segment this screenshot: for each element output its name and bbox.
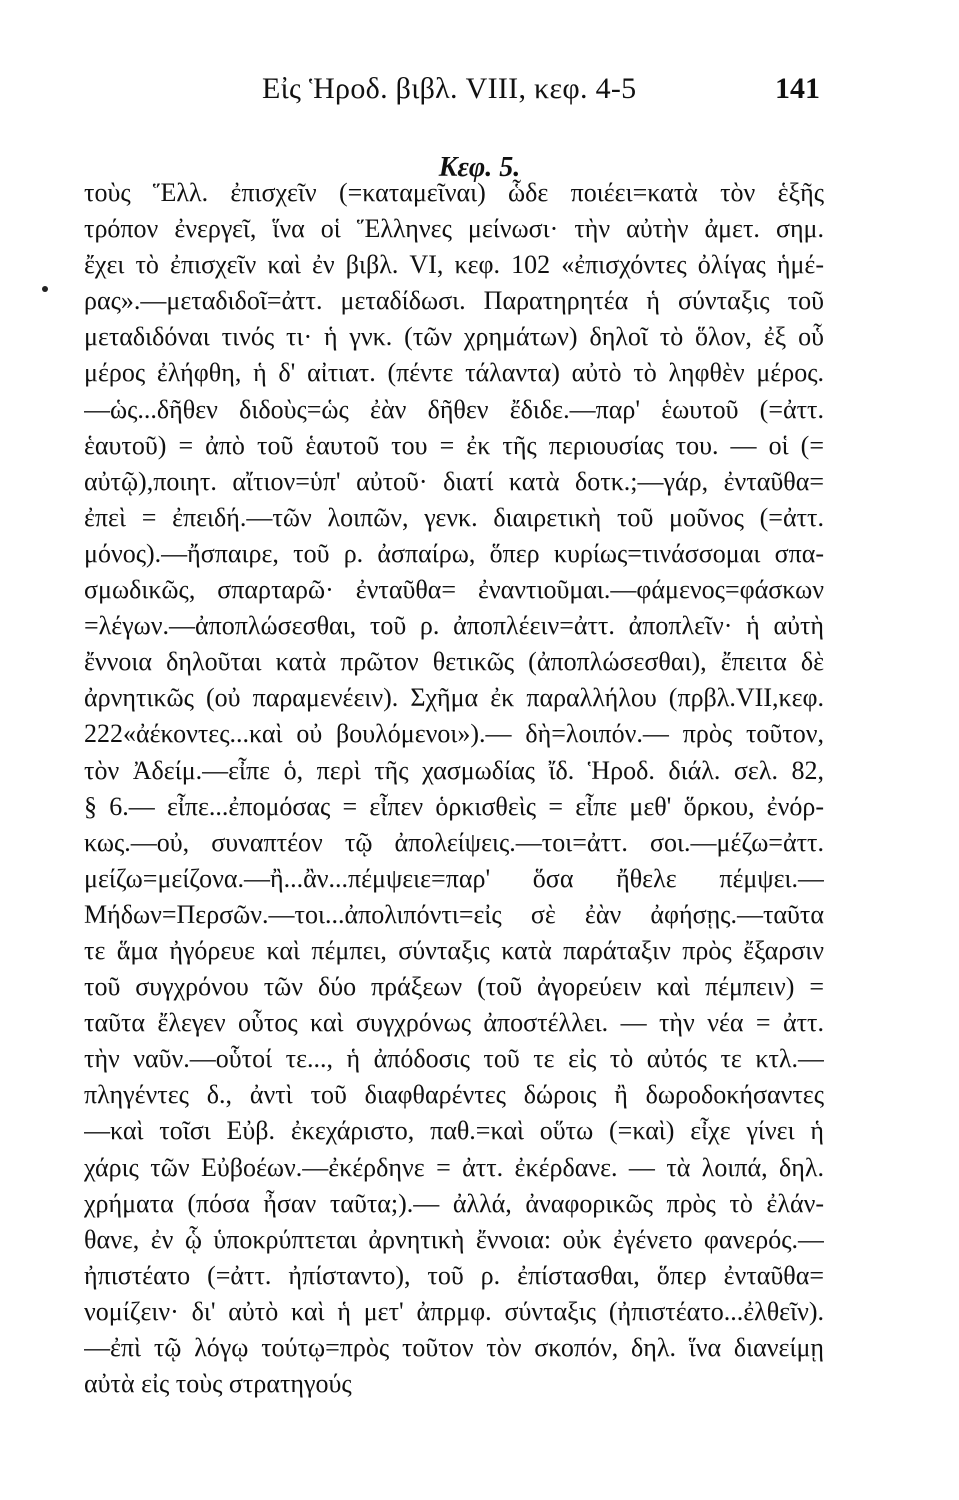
text-line: μόνος).—ἤσπαιρε, τοῦ ρ. ἀσπαίρω, ὅπερ κυρίως=τινάσσομαι σπα- <box>84 538 824 568</box>
text-line: αὐτῷ),ποιητ. αἴτιον=ὑπ' αὐτοῦ· διατί κατὰ δοτκ.;—γάρ, ἐνταῦθα= <box>84 466 824 496</box>
text-line: χάρις τῶν Εὐβοέων.—ἐκέρδηνε = ἀττ. ἐκέρδανε. — τὰ λοιπά, δηλ. <box>84 1152 824 1182</box>
text-line: =λέγων.—ἀποπλώσεσθαι, τοῦ ρ. ἀποπλέειν=ἀττ. ἀποπλεῖν· ἡ αὐτὴ <box>84 611 824 641</box>
commentary-text <box>84 175 824 1402</box>
text-line: —ἐπὶ τῷ λόγῳ τούτῳ=πρὸς τοῦτον τὸν σκοπόν, δηλ. ἵνα διανείμῃ <box>84 1333 824 1362</box>
text-line: 222«ἀέκοντες...καὶ οὐ βουλόμενοι»).— δὴ=λοιπόν.— πρὸς τοῦτον, <box>84 719 824 749</box>
text-line: νομίζειν· δι' αὐτὸ καὶ ἡ μετ' ἀπρμφ. σύνταξις (ἠπιστέατο...ἐλθεῖν). <box>84 1296 824 1326</box>
text-line: § 6.— εἶπε...ἐπομόσας = εἶπεν ὁρκισθεὶς = εἶπε μεθ' ὅρκου, ἐνόρ- <box>84 791 824 821</box>
text-line: χρήματα (πόσα ἦσαν ταῦτα;).— ἀλλά, ἀναφορικῶς πρὸς τὸ ἐλάν- <box>84 1188 824 1218</box>
text-line: κως.—οὐ, συναπτέον τῷ ἀπολείψεις.—τοι=ἀττ. σοι.—μέζω=ἀττ. <box>84 827 824 857</box>
text-line: Μήδων=Περσῶν.—τοι...ἀπολιπόντι=εἰς σὲ ἐὰν ἀφήσῃς.—ταῦτα <box>84 899 824 929</box>
page-header <box>0 72 959 112</box>
text-line: ἔχει τὸ ἐπισχεῖν καὶ ἐν βιβλ. VI, κεφ. 102 «ἐπισχόντες ὀλίγας ἡμέ- <box>84 250 824 280</box>
text-line: τὸν Ἀδείμ.—εἶπε ὁ, περὶ τῆς χασμωδίας ἴδ. Ἡροδ. διάλ. σελ. 82, <box>84 755 824 785</box>
text-line: τρόπον ἐνεργεῖ, ἵνα οἱ Ἕλληνες μείνωσι· τὴν αὐτὴν ἀμετ. σημ. <box>84 214 824 244</box>
text-line: ρας».—μεταδιδοῖ=ἀττ. μεταδίδωσι. Παρατηρητέα ἡ σύνταξις τοῦ <box>84 286 824 316</box>
text-line: —καὶ τοῖσι Εὐβ. ἐκεχάριστο, παθ.=καὶ οὕτω (=καὶ) εἶχε γίνει ἡ <box>84 1116 824 1146</box>
text-line: τὴν ναῦν.—οὗτοί τε..., ἡ ἀπόδοσις τοῦ τε εἰς τὸ αὐτός τε κτλ.— <box>84 1044 824 1074</box>
text-line: σμωδικῶς, σπαρταρῶ· ἐνταῦθα= ἐναντιοῦμαι.—φάμενος=φάσκων <box>84 575 824 605</box>
running-head: Εἰς Ἡροδ. βιβλ. VIII, κεφ. 4-5 <box>262 72 637 105</box>
page-number: 141 <box>775 72 820 105</box>
text-line: τοὺς Ἕλλ. ἐπισχεῖν (=καταμεῖναι) ὧδε ποιέει=κατὰ τὸν ἑξῆς <box>84 178 824 207</box>
text-line: πληγέντες δ., ἀντὶ τοῦ διαφθαρέντες δώροις ἢ δωροδοκήσαντες <box>84 1080 824 1110</box>
text-line: θανε, ἐν ᾧ ὑποκρύπτεται ἀρνητικὴ ἔννοια: οὐκ ἐγένετο φανερός.— <box>84 1224 824 1254</box>
text-line: —ὡς...δῆθεν διδοὺς=ὡς ἐὰν δῆθεν ἔδιδε.—παρ' ἑωυτοῦ (=ἀττ. <box>84 394 824 424</box>
text-line: μέρος ἐλήφθη, ἡ δ' αἰτιατ. (πέντε τάλαντα) αὐτὸ τὸ ληφθὲν μέρος. <box>84 358 824 388</box>
text-line: ἐπεὶ = ἐπειδή.—τῶν λοιπῶν, γενκ. διαιρετικὴ τοῦ μοῦνος (=ἀττ. <box>84 502 824 532</box>
text-line: αὐτὰ εἰς τοὺς στρατηγούς <box>84 1369 352 1399</box>
text-line: ἀρνητικῶς (οὐ παραμενέειν). Σχῆμα ἐκ παραλλήλου (πρβλ.VII,κεφ. <box>84 683 824 713</box>
text-line: ἠπιστέατο (=ἀττ. ἠπίσταντο), τοῦ ρ. ἐπίστασθαι, ὅπερ ἐνταῦθα= <box>84 1260 824 1290</box>
chapter-heading: Κεφ. 5. <box>438 152 521 183</box>
text-line: τοῦ συγχρόνου τῶν δύο πράξεων (τοῦ ἀγορεύειν καὶ πέμπειν) = <box>84 972 824 1002</box>
text-line: ἑαυτοῦ) = ἀπὸ τοῦ ἑαυτοῦ του = ἐκ τῆς περιουσίας του. — οἱ (= <box>84 430 824 460</box>
margin-dot-mark <box>42 286 48 292</box>
text-line: τε ἅμα ἠγόρευε καὶ πέμπει, σύνταξις κατὰ παράταξιν πρὸς ἔξαρσιν <box>84 935 824 965</box>
text-line: μείζω=μείζονα.—ἢ...ἂν...πέμψειε=παρ' ὅσα ἤθελε πέμψει.— <box>84 863 824 893</box>
text-line: μεταδιδόναι τινός τι· ἡ γνκ. (τῶν χρημάτων) δηλοῖ τὸ ὅλον, ἐξ οὗ <box>84 322 824 352</box>
text-line: ταῦτα ἔλεγεν οὗτος καὶ συγχρόνως ἀποστέλλει. — τὴν νέα = ἀττ. <box>84 1008 824 1038</box>
text-line: ἔννοια δηλοῦται κατὰ πρῶτον θετικῶς (ἀποπλώσεσθαι), ἔπειτα δὲ <box>84 647 824 677</box>
